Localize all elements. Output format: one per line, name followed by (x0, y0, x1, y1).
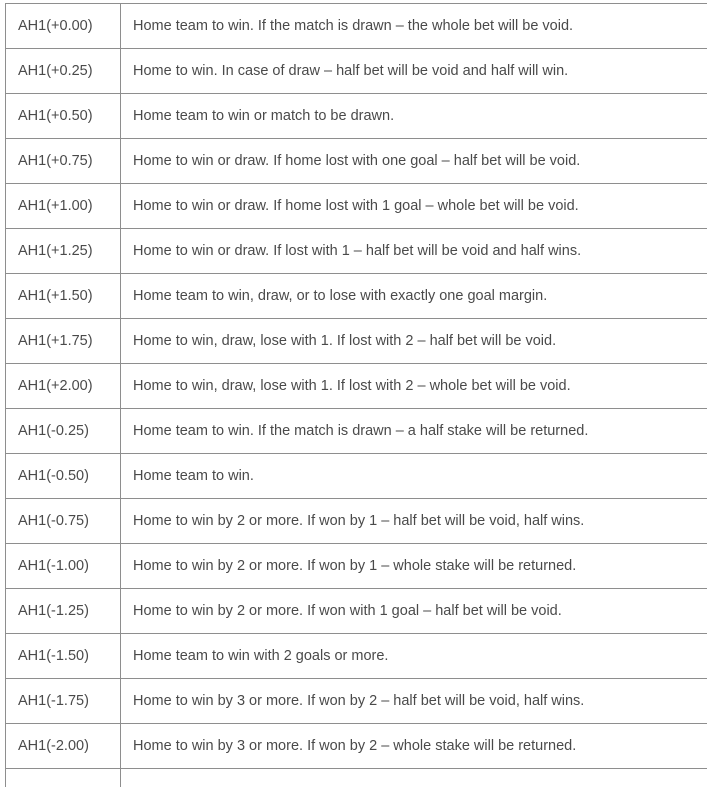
handicap-code-cell: AH1(-0.75) (6, 499, 121, 544)
handicap-description-cell: Home team to win with 2 goals or more. (121, 634, 708, 679)
handicap-description-cell: Home team to win. If the match is drawn – the whole bet will be void. (121, 4, 708, 49)
handicap-code-cell: AH1(+1.75) (6, 319, 121, 364)
handicap-description-cell: Home to win or draw. If home lost with one goal – half bet will be void. (121, 139, 708, 184)
handicap-code-cell: AH1(+0.25) (6, 49, 121, 94)
table-row (6, 679, 708, 724)
handicap-description-cell (121, 769, 708, 787)
handicap-code-cell: AH1(+0.50) (6, 94, 121, 139)
table-row (6, 319, 708, 364)
handicap-description-cell: Home team to win. If the match is drawn – a half stake will be returned. (121, 409, 708, 454)
handicap-description-cell: Home team to win, draw, or to lose with exactly one goal margin. (121, 274, 708, 319)
handicap-code-cell: AH1(+1.00) (6, 184, 121, 229)
table-row (6, 49, 708, 94)
handicap-description-cell: Home to win by 2 or more. If won by 1 – whole stake will be returned. (121, 544, 708, 589)
table-row (6, 499, 708, 544)
handicap-description-cell: Home to win by 3 or more. If won by 2 – half bet will be void, half wins. (121, 679, 708, 724)
table-row (6, 229, 708, 274)
handicap-code-cell: AH1(-1.25) (6, 589, 121, 634)
handicap-code-cell: AH1(-1.75) (6, 679, 121, 724)
handicap-code-cell: AH1(+0.00) (6, 4, 121, 49)
table-row (6, 589, 708, 634)
handicap-description-cell: Home to win by 2 or more. If won by 1 – half bet will be void, half wins. (121, 499, 708, 544)
table-body (6, 4, 708, 787)
table-row (6, 724, 708, 769)
handicap-description-cell: Home to win by 3 or more. If won by 2 – whole stake will be returned. (121, 724, 708, 769)
handicap-code-cell: AH1(+1.25) (6, 229, 121, 274)
table-row (6, 274, 708, 319)
handicap-description-cell: Home to win or draw. If home lost with 1 goal – whole bet will be void. (121, 184, 708, 229)
handicap-code-cell: AH1(-0.50) (6, 454, 121, 499)
handicap-table-container (5, 3, 707, 787)
handicap-code-cell: AH1(-2.00) (6, 724, 121, 769)
handicap-description-cell: Home team to win or match to be drawn. (121, 94, 708, 139)
handicap-description-cell: Home to win. In case of draw – half bet will be void and half will win. (121, 49, 708, 94)
handicap-code-cell: AH1(+1.50) (6, 274, 121, 319)
table-row (6, 94, 708, 139)
table-row (6, 544, 708, 589)
handicap-description-cell: Home team to win. (121, 454, 708, 499)
table-row (6, 139, 708, 184)
handicap-description-cell: Home to win by 2 or more. If won with 1 goal – half bet will be void. (121, 589, 708, 634)
table-row (6, 4, 708, 49)
handicap-description-cell: Home to win or draw. If lost with 1 – half bet will be void and half wins. (121, 229, 708, 274)
handicap-code-cell: AH1(-1.50) (6, 634, 121, 679)
table-row (6, 409, 708, 454)
handicap-description-cell: Home to win, draw, lose with 1. If lost with 2 – whole bet will be void. (121, 364, 708, 409)
table-row (6, 769, 708, 787)
table-row (6, 634, 708, 679)
asian-handicap-table (5, 3, 707, 787)
handicap-code-cell: AH1(+2.00) (6, 364, 121, 409)
handicap-code-cell: AH1(+0.75) (6, 139, 121, 184)
table-row (6, 184, 708, 229)
handicap-description-cell: Home to win, draw, lose with 1. If lost with 2 – half bet will be void. (121, 319, 708, 364)
table-row (6, 454, 708, 499)
handicap-code-cell: AH1(-1.00) (6, 544, 121, 589)
handicap-code-cell: AH1(-0.25) (6, 409, 121, 454)
table-row (6, 364, 708, 409)
handicap-code-cell (6, 769, 121, 787)
